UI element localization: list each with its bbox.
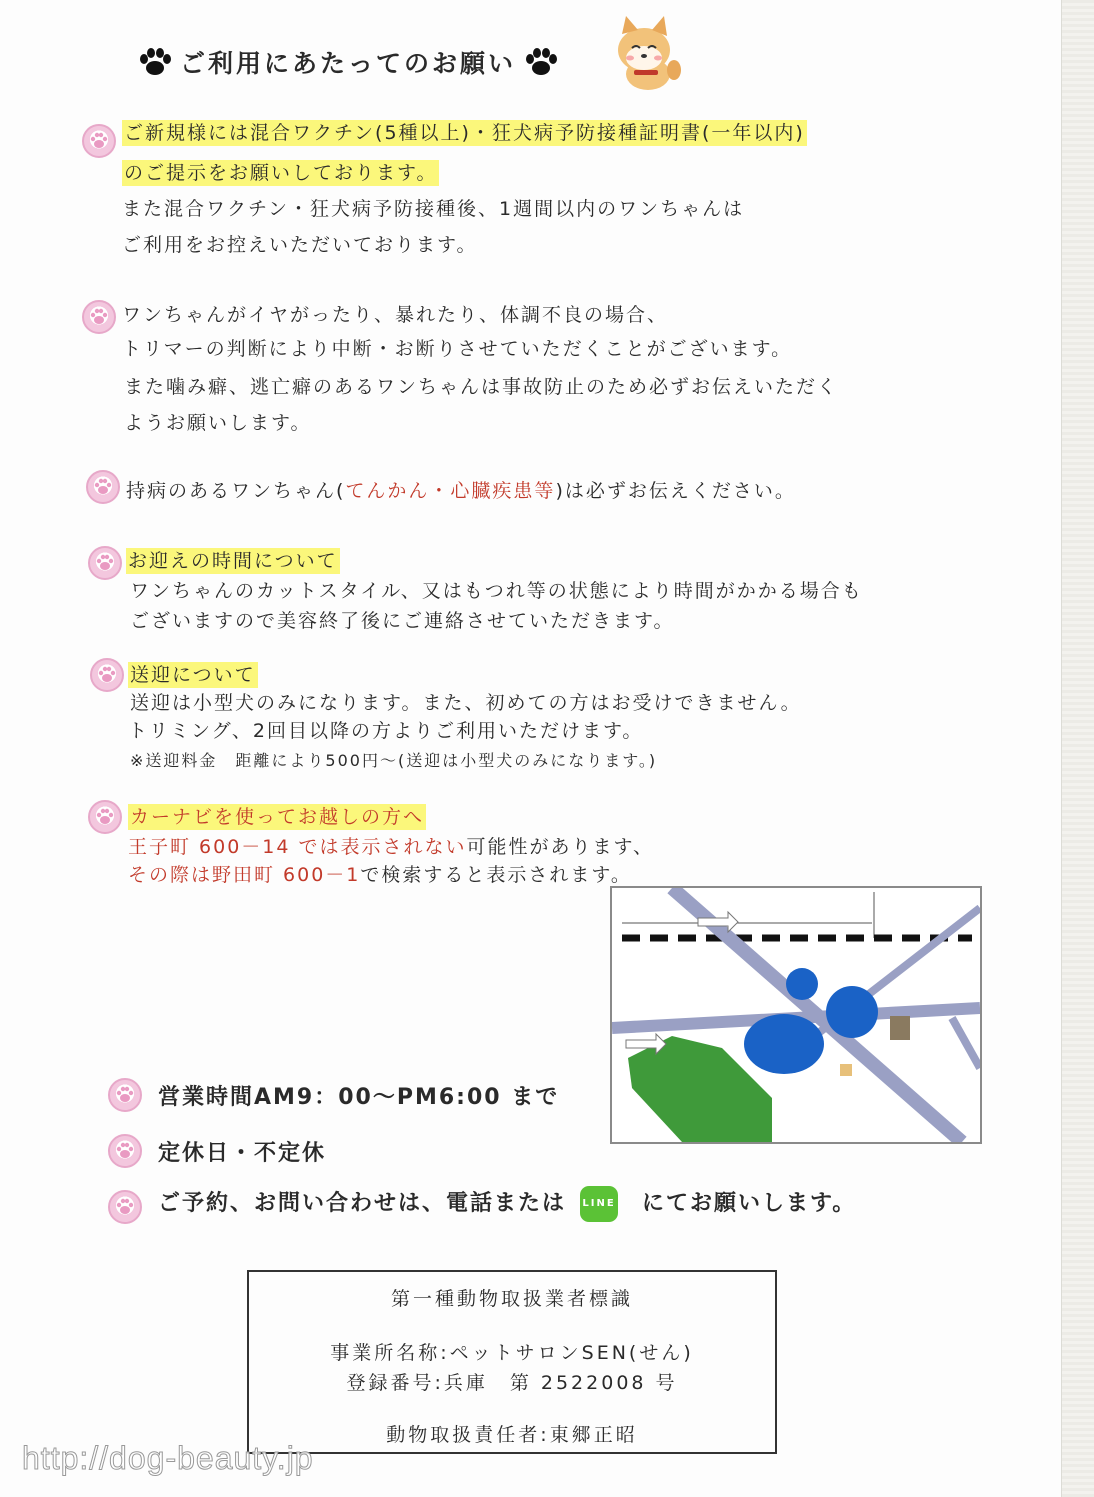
vaccine-requirement-line: ご新規様には混合ワクチン(5種以上)・狂犬病予防接種証明書(一年以内) [124, 122, 805, 144]
shiba-dog-illustration [604, 14, 686, 96]
vaccine-note-line: また混合ワクチン・狂犬病予防接種後、1週間以内のワンちゃんは [122, 198, 745, 220]
old-address: 王子町 600－14 では表示されない [128, 836, 467, 858]
pickup-time-heading: お迎えの時間について [128, 550, 338, 572]
behavior-line: ワンちゃんがイヤがったり、暴れたり、体調不良の場合、 [122, 304, 669, 326]
paw-bullet-icon [90, 658, 124, 692]
transport-line: トリミング、2回目以降の方よりご利用いただけます。 [128, 720, 644, 742]
responsible-person: 動物取扱責任者:東郷正昭 [386, 1424, 638, 1446]
behavior-line: トリマーの判断により中断・お断りさせていただくことがございます。 [122, 338, 793, 360]
transport-heading: 送迎について [130, 664, 256, 686]
contact-info: ご予約、お問い合わせは、電話または LINE にてお願いします。 [158, 1186, 856, 1222]
paw-icon [524, 47, 558, 77]
animal-handler-license-box [247, 1270, 777, 1454]
paw-bullet-icon [82, 300, 116, 334]
chronic-illness-examples: てんかん・心臓疾患等 [345, 480, 556, 502]
behavior-line: ようお願いします。 [124, 412, 312, 434]
wall-background [1061, 0, 1094, 1497]
office-name: 事業所名称:ペットサロンSEN(せん) [330, 1342, 694, 1364]
paw-bullet-icon [108, 1134, 142, 1168]
navi-search-address: その際は野田町 600－1 [128, 864, 361, 886]
paw-bullet-icon [86, 470, 120, 504]
behavior-line: また噛み癖、逃亡癖のあるワンちゃんは事故防止のため必ずお伝えいただく [124, 376, 839, 398]
paw-bullet-icon [88, 800, 122, 834]
registration-number: 登録番号:兵庫 第 2522008 号 [346, 1372, 678, 1394]
paw-bullet-icon [82, 124, 116, 158]
title-text: ご利用にあたってのお願い [180, 49, 517, 78]
paw-icon [138, 47, 172, 77]
license-title: 第一種動物取扱業者標識 [390, 1288, 633, 1310]
transport-fee-note: ※送迎料金 距離により500円～(送迎は小型犬のみになります。) [130, 751, 658, 770]
pickup-time-line: ございますので美容終了後にご連絡させていただきます。 [130, 610, 675, 632]
access-map [610, 886, 982, 1144]
vaccine-requirement-line: のご提示をお願いしております。 [124, 162, 438, 184]
transport-line: 送迎は小型犬のみになります。また、初めての方はお受けできません。 [130, 692, 802, 714]
pickup-time-line: ワンちゃんのカットスタイル、又はもつれ等の状態により時間がかかる場合も [130, 580, 863, 602]
business-hours: 営業時間AM9：00～PM6:00 まで [158, 1085, 560, 1110]
car-navi-heading: カーナビを使ってお越しの方へ [130, 806, 425, 828]
paw-bullet-icon [108, 1078, 142, 1112]
watermark: http://dog-beauty.jp [22, 1440, 314, 1476]
paw-bullet-icon [108, 1190, 142, 1224]
line-app-icon: LINE [580, 1186, 618, 1222]
holiday-info: 定休日・不定休 [158, 1141, 327, 1166]
chronic-illness-line [126, 476, 796, 503]
car-navi-line: 王子町 600－14 では表示されない可能性があります、 [128, 836, 655, 858]
chronic-illness-prefix: 持病のあるワンちゃん( [126, 480, 346, 502]
chronic-illness-suffix: )は必ずお伝えください。 [555, 480, 796, 502]
vaccine-note-line: ご利用をお控えいただいております。 [122, 234, 478, 256]
paw-bullet-icon [88, 546, 122, 580]
car-navi-line: その際は野田町 600－1で検索すると表示されます。 [128, 864, 632, 886]
page-title [138, 44, 558, 80]
